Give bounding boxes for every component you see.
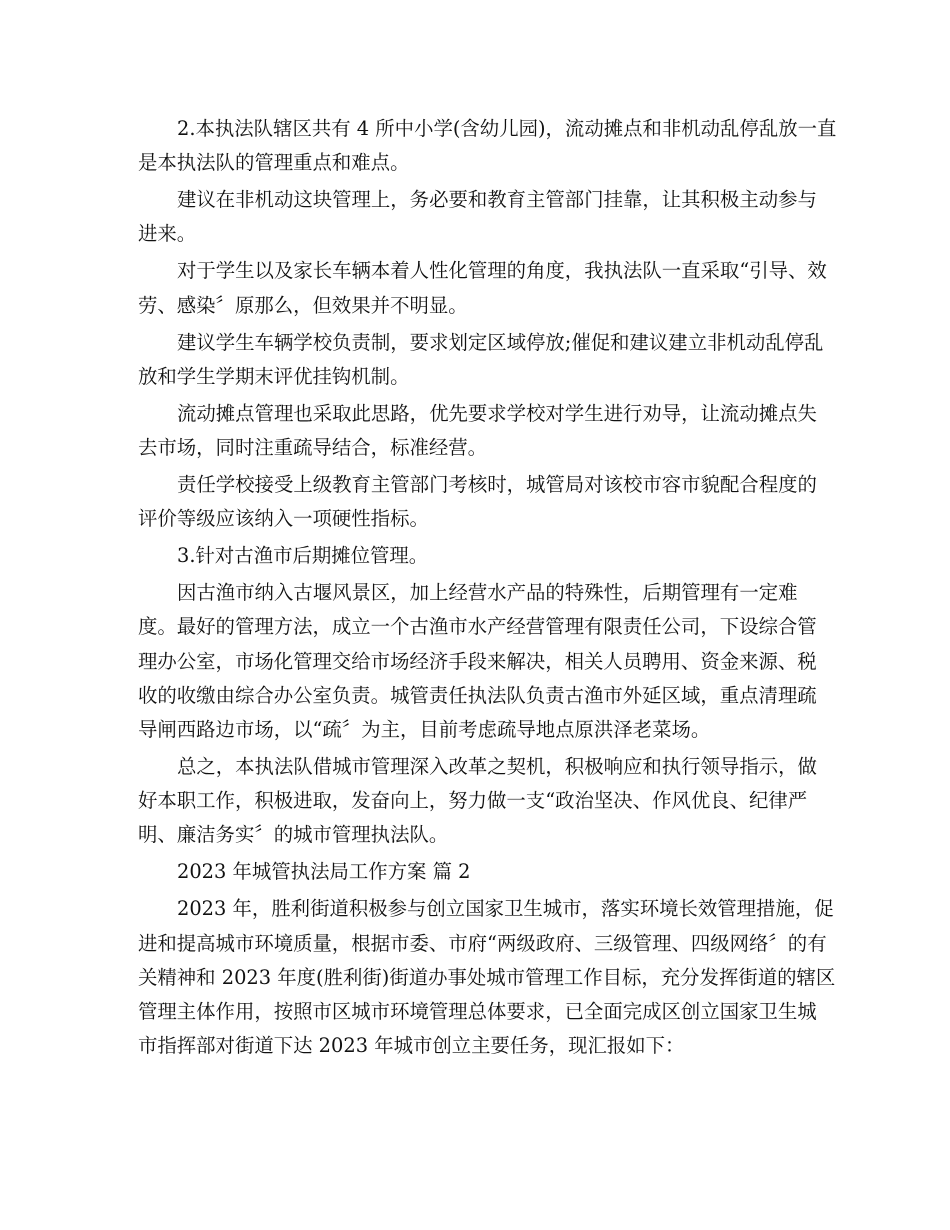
paragraph [138,326,830,394]
text-line: 流动摊点管理也采取此思路，优先要求学校对学生进行劝导，让流动摊点失 [177,401,817,425]
text-line: 建议学生车辆学校负责制，要求划定区域停放;催促和建议建立非机动乱停乱 [177,330,824,354]
paragraph [138,183,830,251]
paragraph [138,468,830,536]
paragraph [138,576,830,747]
text-line: 好本职工作，积极进取，发奋向上，努力做一支“政治坚决、作风优良、纪律严 [138,789,808,813]
text-line: 2023 年城管执法局工作方案 篇 2 [177,860,471,884]
text-line: 放和学生学期末评优挂钩机制。 [138,364,410,388]
text-line: 总之，本执法队借城市管理深入改革之契机，积极响应和执行领导指示，做 [177,755,817,779]
text-line: 2.本执法队辖区共有 4 所中小学(含幼儿园)，流动摊点和非机动乱停乱放一直 [177,117,837,140]
text-line: 2023 年，胜利街道积极参与创立国家卫生城市，落实环境长效管理措施，促 [177,897,834,921]
text-line: 收的收缴由综合办公室负责。城管责任执法队负责古渔市外延区域，重点清理疏 [138,683,817,707]
text-line: 管理主体作用，按照市区城市环境管理总体要求，已全面完成区创立国家卫生城 [138,1000,817,1024]
text-line: 对于学生以及家长车辆本着人性化管理的角度，我执法队一直采取“引导、效 [177,259,827,283]
paragraph [138,112,837,180]
text-line: 明、廉洁务实〞的城市管理执法队。 [138,823,449,847]
text-line: 导闸西路边市场，以“疏〞为主，目前考虑疏导地点原洪泽老菜场。 [138,718,711,742]
text-line: 关精神和 2023 年度(胜利街)街道办事处城市管理工作目标，充分发挥街道的辖区 [138,965,836,989]
paragraph [138,750,830,853]
paragraph [138,539,830,573]
text-line: 因古渔市纳入古堰风景区，加上经营水产品的特殊性，后期管理有一定难 [177,581,798,605]
paragraph [138,855,830,889]
text-line: 劳、感染〞原那么，但效果并不明显。 [138,293,468,317]
paragraph [138,892,836,1063]
paragraph [138,397,830,465]
text-line: 进来。 [138,222,197,246]
text-line: 去市场，同时注重疏导结合，标准经营。 [138,436,488,460]
paragraph [138,254,830,322]
text-line: 市指挥部对街道下达 2023 年城市创立主要任务，现汇报如下： [138,1034,685,1058]
text-line: 理办公室，市场化管理交给市场经济手段来解决，相关人员聘用、资金来源、税 [138,649,817,673]
text-line: 责任学校接受上级教育主管部门考核时，城管局对该校市容市貌配合程度的 [177,473,817,497]
text-line: 是本执法队的管理重点和难点。 [138,151,410,175]
text-line: 评价等级应该纳入一项硬性指标。 [138,507,429,531]
text-line: 度。最好的管理方法，成立一个古渔市水产经营管理有限责任公司，下设综合管 [138,615,817,639]
text-line: 建议在非机动这块管理上，务必要和教育主管部门挂靠，让其积极主动参与 [177,188,817,212]
document-page [138,112,837,1066]
text-line: 进和提高城市环境质量，根据市委、市府“两级政府、三级管理、四级网络〞的有 [138,931,827,955]
text-line: 3.针对古渔市后期摊位管理。 [177,544,429,568]
